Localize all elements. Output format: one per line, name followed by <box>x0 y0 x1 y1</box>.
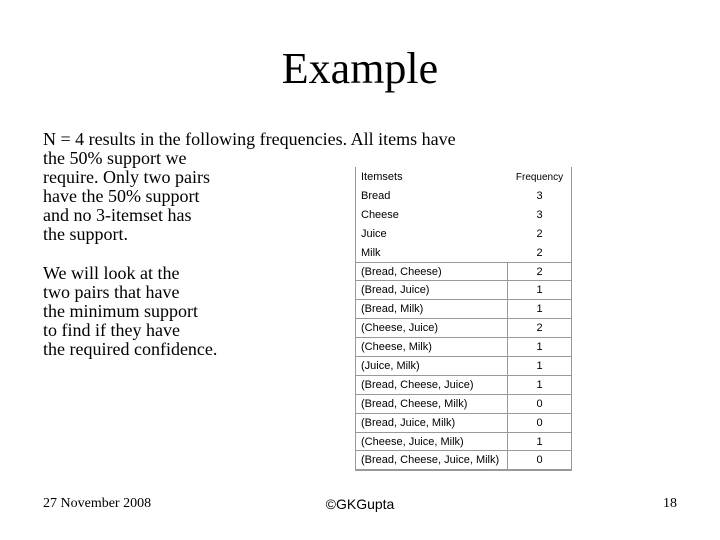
itemset-cell: (Bread, Juice) <box>356 281 508 299</box>
intro-line: require. Only two pairs <box>43 167 210 187</box>
frequency-cell: 0 <box>536 397 543 410</box>
itemset-cell: Bread <box>361 190 391 203</box>
itemset-cell: (Bread, Cheese, Juice, Milk) <box>356 451 508 469</box>
itemset-cell: Cheese <box>361 209 399 222</box>
footer-page-number: 18 <box>663 496 677 511</box>
table-row <box>356 433 571 452</box>
frequency-cell: 3 <box>536 209 543 222</box>
itemset-cell: Juice <box>361 228 387 241</box>
table-row <box>356 376 571 395</box>
table-row <box>356 281 571 300</box>
followup-paragraph <box>43 264 217 359</box>
frequency-cell: 2 <box>536 246 543 259</box>
table-row <box>356 244 571 263</box>
frequency-cell: 2 <box>536 265 543 278</box>
itemset-cell: (Cheese, Milk) <box>356 338 508 356</box>
itemset-cell: (Bread, Milk) <box>356 300 508 318</box>
intro-line: the support. <box>43 224 128 244</box>
frequency-cell: 1 <box>536 303 543 316</box>
intro-line: N = 4 results in the following frequencies. All items have <box>43 129 456 149</box>
itemset-cell: (Bread, Cheese) <box>356 263 508 281</box>
table-row <box>356 451 571 470</box>
itemset-cell: Milk <box>361 246 381 259</box>
itemset-cell: (Cheese, Juice, Milk) <box>356 433 508 451</box>
intro-line: and no 3-itemset has <box>43 205 192 225</box>
table-row <box>356 414 571 433</box>
frequency-cell: 2 <box>536 322 543 335</box>
header-itemsets: Itemsets <box>361 171 403 183</box>
followup-line: to find if they have <box>43 320 180 340</box>
itemset-cell: (Juice, Milk) <box>356 357 508 375</box>
table-row <box>356 395 571 414</box>
table-row <box>356 300 571 319</box>
itemset-cell: (Bread, Cheese, Juice) <box>356 376 508 394</box>
footer-date: 27 November 2008 <box>43 496 152 511</box>
followup-line: the minimum support <box>43 301 198 321</box>
itemset-frequency-table <box>355 167 572 471</box>
table-row <box>356 263 571 282</box>
table-header-row <box>356 167 571 187</box>
followup-line: the required confidence. <box>43 339 218 359</box>
table-row <box>356 357 571 376</box>
table-row <box>356 206 571 225</box>
table-body <box>356 187 571 470</box>
table-row <box>356 319 571 338</box>
intro-line: the 50% support we <box>43 148 187 168</box>
frequency-cell: 1 <box>536 341 543 354</box>
frequency-cell: 3 <box>536 190 543 203</box>
slide-title: Example <box>281 44 439 93</box>
itemset-cell: (Cheese, Juice) <box>356 319 508 337</box>
followup-line: We will look at the <box>43 263 180 283</box>
frequency-cell: 0 <box>536 454 543 467</box>
intro-line: have the 50% support <box>43 186 200 206</box>
frequency-cell: 1 <box>536 359 543 372</box>
itemset-cell: (Bread, Cheese, Milk) <box>356 395 508 413</box>
table-row <box>356 187 571 206</box>
frequency-cell: 1 <box>536 378 543 391</box>
footer-author: ©GKGupta <box>325 496 395 512</box>
followup-line: two pairs that have <box>43 282 180 302</box>
frequency-cell: 2 <box>536 228 543 241</box>
frequency-cell: 1 <box>536 435 543 448</box>
itemset-cell: (Bread, Juice, Milk) <box>356 414 508 432</box>
frequency-cell: 0 <box>536 416 543 429</box>
header-frequency: Frequency <box>515 171 564 183</box>
frequency-cell: 1 <box>536 284 543 297</box>
table-row <box>356 338 571 357</box>
table-row <box>356 225 571 244</box>
